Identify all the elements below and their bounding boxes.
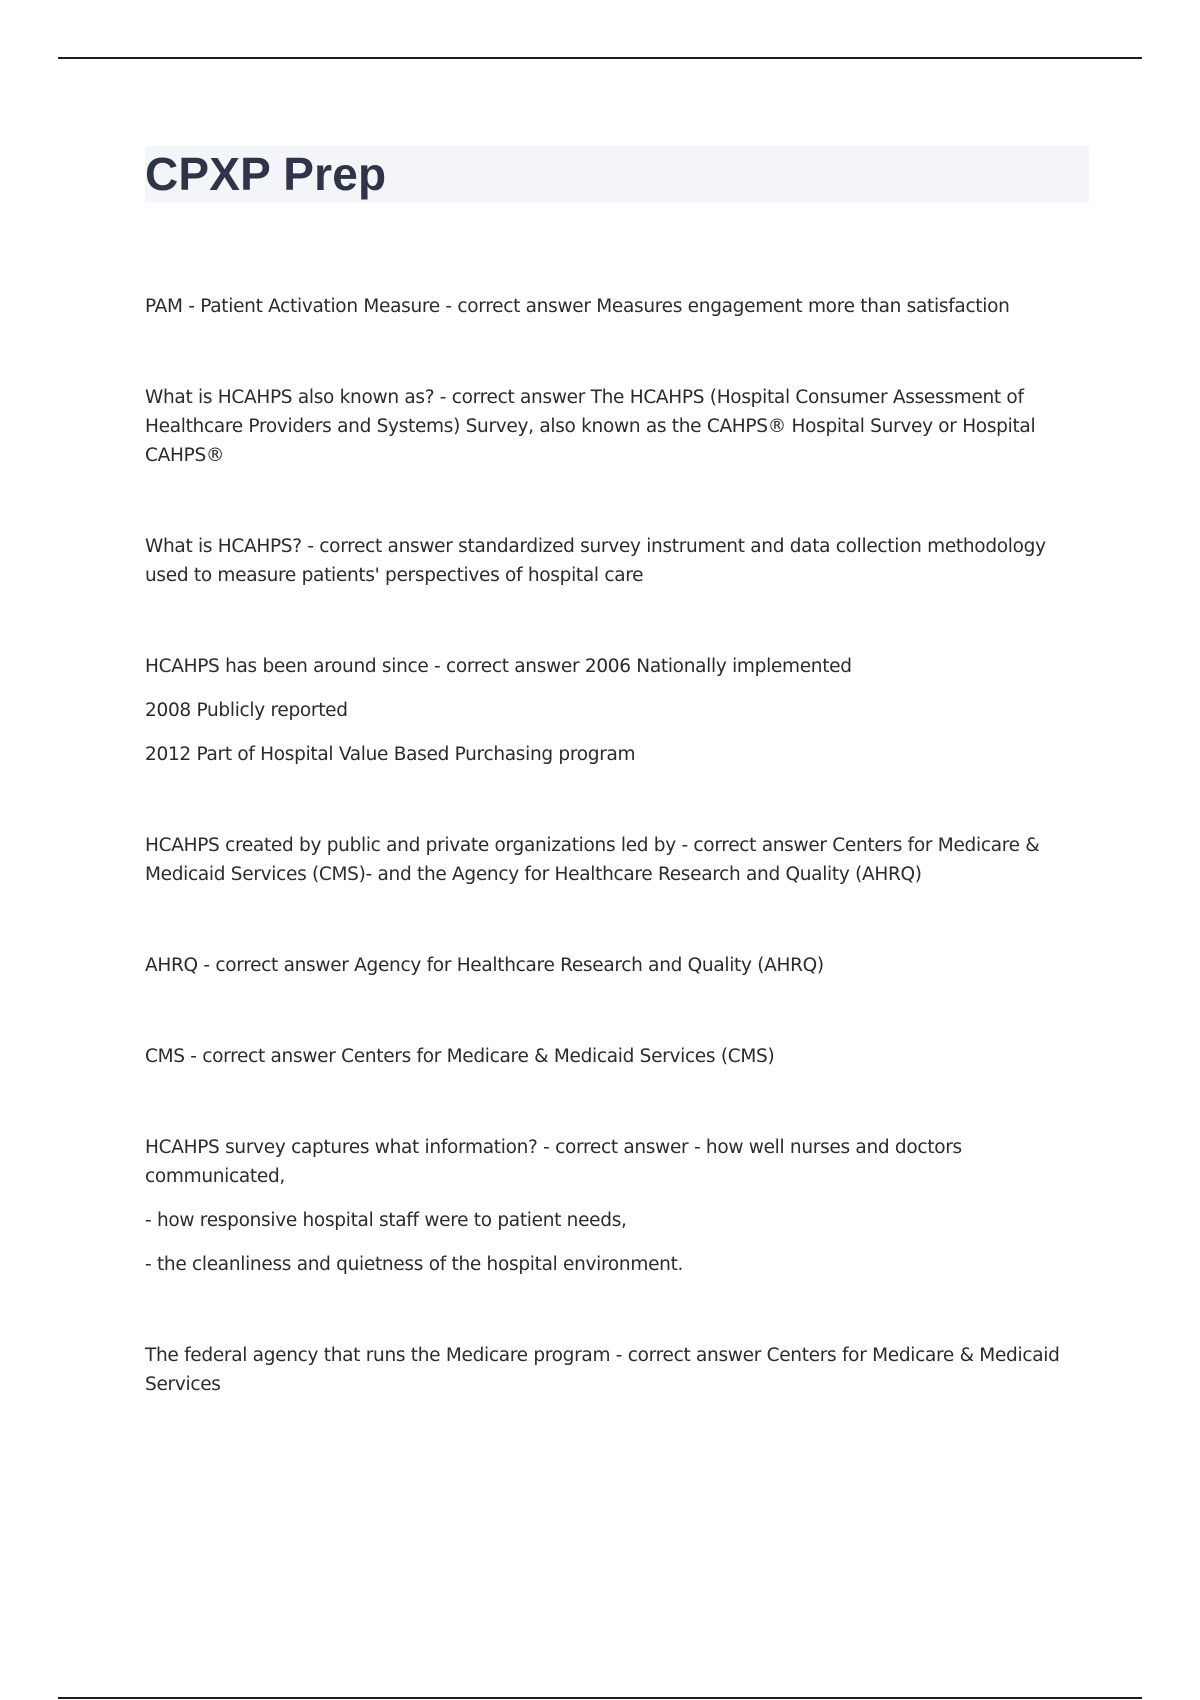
- top-rule: [58, 57, 1142, 59]
- qa-text: 2008 Publicly reported: [145, 700, 348, 721]
- qa-text: CMS - correct answer Centers for Medicare & Medicaid Services (CMS): [145, 1046, 775, 1067]
- qa-text: HCAHPS has been around since - correct answer 2006 Nationally implemented: [145, 656, 852, 677]
- qa-entry: [145, 831, 1065, 889]
- qa-text: AHRQ - correct answer Agency for Healthcare Research and Quality (AHRQ): [145, 955, 824, 976]
- qa-entry: [145, 652, 1065, 769]
- qa-text: What is HCAHPS? - correct answer standardized survey instrument and data collection methodology used to measure patients' perspectives of hospital care: [145, 536, 1046, 586]
- qa-entry: [145, 1341, 1065, 1399]
- qa-text: What is HCAHPS also known as? - correct answer The HCAHPS (Hospital Consumer Assessment of Healthcare Providers and Systems) Survey, also known as the CAHPS® Hospital Survey or Hospital CAHPS®: [145, 387, 1036, 466]
- qa-text: HCAHPS survey captures what information? - correct answer - how well nurses and doctors communicated,: [145, 1137, 962, 1187]
- qa-text: - the cleanliness and quietness of the hospital environment.: [145, 1254, 684, 1275]
- qa-entry: [145, 1042, 1065, 1071]
- qa-text: - how responsive hospital staff were to patient needs,: [145, 1210, 627, 1231]
- qa-text: The federal agency that runs the Medicare program - correct answer Centers for Medicare & Medicaid Services: [145, 1345, 1060, 1395]
- qa-text: HCAHPS created by public and private organizations led by - correct answer Centers for Medicare & Medicaid Services (CMS)- and the Agency for Healthcare Research and Quality (AHRQ): [145, 835, 1040, 885]
- qa-entry: [145, 951, 1065, 980]
- qa-text: PAM - Patient Activation Measure - correct answer Measures engagement more than satisfaction: [145, 296, 1010, 317]
- qa-text: 2012 Part of Hospital Value Based Purchasing program: [145, 744, 636, 765]
- bottom-rule: [58, 1697, 1142, 1699]
- page-title: CPXP Prep: [145, 148, 387, 200]
- qa-list: [145, 292, 1065, 1461]
- qa-entry: [145, 532, 1065, 590]
- qa-entry: [145, 383, 1065, 470]
- title-banner: [145, 146, 1089, 202]
- qa-entry: [145, 292, 1065, 321]
- qa-entry: [145, 1133, 1065, 1279]
